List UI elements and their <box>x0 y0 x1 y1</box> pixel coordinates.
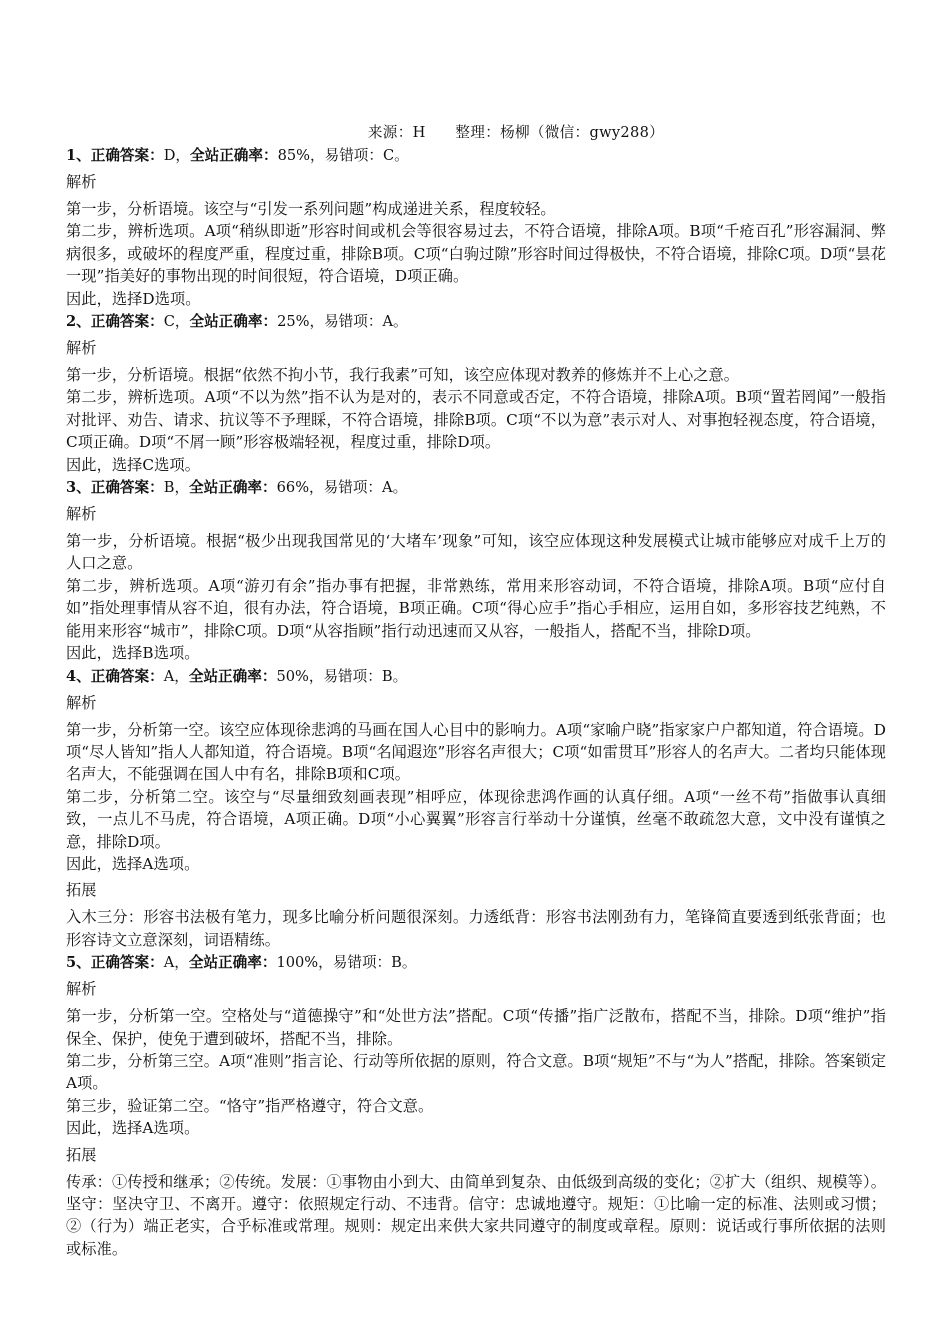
rate-value: 25%，易错项：A。 <box>277 313 408 331</box>
analysis-heading: 解析 <box>66 505 97 524</box>
paragraph: 因此，选择B选项。 <box>66 644 200 663</box>
answer-line-5 <box>66 952 886 974</box>
extension-heading: 拓展 <box>66 1145 97 1164</box>
paragraph: 第二步，辨析选项。A项“游刃有余”指办事有把握，非常熟练，常用来形容动词，不符合语境，排除A项。B项“应付自如”指处理事情从容不迫，很有办法，符合语境，B项正确。C项“得心应手”指心手相应，运用自如，多形容技艺纯熟，不能用来形容“城市”，排除C项。D项“从容指顾”指行动迅速而又从容，一般指人，搭配不当，排除D项。 <box>66 576 886 640</box>
paragraph: 第一步，分析第一空。该空应体现徐悲鸿的马画在国人心目中的影响力。A项“家喻户晓”指家家户户都知道，符合语境。D项“尽人皆知”指人人都知道，符合语境。B项“名闻遐迩”形容名声很大；C项“如雷贯耳”形容人的名声大。二者均只能体现名声大，不能强调在国人中有名，排除B项和C项。 <box>66 720 886 784</box>
answer-value: D， <box>163 147 191 164</box>
answer-line-3 <box>66 477 886 499</box>
paragraph: 第一步，分析语境。根据“极少出现我国常见的‘大堵车’现象”可知，该空应体现这种发展模式让城市能够应对成千上万的人口之意。 <box>66 532 886 573</box>
rate-value: 85%，易错项：C。 <box>277 147 409 164</box>
source-line: 来源：H 整理：杨柳（微信：gwy288） <box>367 124 665 141</box>
paragraph: 因此，选择A选项。 <box>66 854 200 873</box>
rate-value: 66%，易错项：A。 <box>276 479 408 497</box>
answer-value: C， <box>163 313 190 331</box>
answer-label: 1、正确答案： <box>66 147 164 164</box>
rate-value: 100%，易错项：B。 <box>276 954 417 972</box>
rate-label: 全站正确率： <box>189 313 278 331</box>
rate-label: 全站正确率： <box>188 954 277 972</box>
paragraph: 因此，选择A选项。 <box>66 1119 200 1138</box>
rate-label: 全站正确率： <box>189 479 277 497</box>
paragraph: 第三步，验证第二空。“恪守”指严格遵守，符合文意。 <box>66 1096 434 1115</box>
answer-value: A， <box>163 667 189 685</box>
rate-value: 50%，易错项：B。 <box>276 667 408 685</box>
analysis-heading: 解析 <box>66 173 97 191</box>
analysis-heading: 解析 <box>66 980 97 999</box>
paragraph: 第二步，辨析选项。A项“不以为然”指不认为是对的，表示不同意或否定，不符合语境，排除A项。B项“置若罔闻”一般指对批评、劝告、请求、抗议等不予理睬，不符合语境，排除B项。C项“不以为意”表示对人、对事抱轻视态度，符合语境，C项正确。D项“不屑一顾”形容极端轻视，程度过重，排除D项。 <box>66 388 886 452</box>
paragraph: 因此，选择C选项。 <box>66 455 201 474</box>
answer-line-2 <box>66 311 886 333</box>
paragraph: 第一步，分析语境。该空与“引发一系列问题”构成递进关系，程度较轻。 <box>66 200 556 218</box>
answer-label: 3、正确答案： <box>66 479 164 497</box>
answer-line-4 <box>66 666 886 688</box>
answer-label: 5、正确答案： <box>66 954 164 972</box>
rate-label: 全站正确率： <box>190 147 278 164</box>
answer-label: 4、正确答案： <box>66 667 164 685</box>
answer-label: 2、正确答案： <box>66 313 164 331</box>
extension-paragraph: 传承：①传授和继承；②传统。发展：①事物由小到大、由简单到复杂、由低级到高级的变化；②扩大（组织、规模等）。坚守：坚决守卫、不离开。遵守：依照规定行动、不违背。信守：忠诚地遵守。规矩：①比喻一定的标准、法则或习惯；②（行为）端正老实，合乎标准或常理。规则：规定出来供大家共同遵守的制度或章程。原则：说话或行事所依据的法则或标准。 <box>66 1172 886 1258</box>
extension-paragraph: 入木三分：形容书法极有笔力，现多比喻分析问题很深刻。力透纸背：形容书法刚劲有力，笔锋简直要透到纸张背面；也形容诗文立意深刻，词语精练。 <box>66 908 886 949</box>
paragraph: 第二步，分析第三空。A项“准则”指言论、行动等所依据的原则，符合文意。B项“规矩”不与“为人”搭配，排除。答案锁定A项。 <box>66 1051 886 1093</box>
answer-value: B， <box>163 479 190 497</box>
extension-heading: 拓展 <box>66 881 97 900</box>
document-page <box>66 122 886 1260</box>
analysis-heading: 解析 <box>66 339 97 358</box>
answer-value: A， <box>163 954 189 972</box>
paragraph: 第一步，分析第一空。空格处与“道德操守”和“处世方法”搭配。C项“传播”指广泛散布，搭配不当，排除。D项“维护”指保全、保护，使免于遭到破坏，搭配不当，排除。 <box>66 1007 886 1048</box>
paragraph: 因此，选择D选项。 <box>66 289 201 308</box>
rate-label: 全站正确率： <box>188 667 277 685</box>
paragraph: 第二步，辨析选项。A项“稍纵即逝”形容时间或机会等很容易过去，不符合语境，排除A项。B项“千疮百孔”形容漏洞、弊病很多，或破坏的程度严重，程度过重，排除B项。C项“白驹过隙”形容时间过得极快，不符合语境，排除C项。D项“昙花一现”指美好的事物出现的时间很短，符合语境，D项正确。 <box>66 222 886 286</box>
analysis-heading: 解析 <box>66 693 97 712</box>
paragraph: 第一步，分析语境。根据“依然不拘小节，我行我素”可知，该空应体现对教养的修炼并不上心之意。 <box>66 366 740 385</box>
answer-line-1 <box>66 145 886 167</box>
paragraph: 第二步，分析第二空。该空与“尽量细致刻画表现”相呼应，体现徐悲鸿作画的认真仔细。A项“一丝不苟”指做事认真细致，一点儿不马虎，符合语境，A项正确。D项“小心翼翼”形容言行举动十分谨慎，丝毫不敢疏忽大意，文中没有谨慎之意，排除D项。 <box>66 787 886 851</box>
